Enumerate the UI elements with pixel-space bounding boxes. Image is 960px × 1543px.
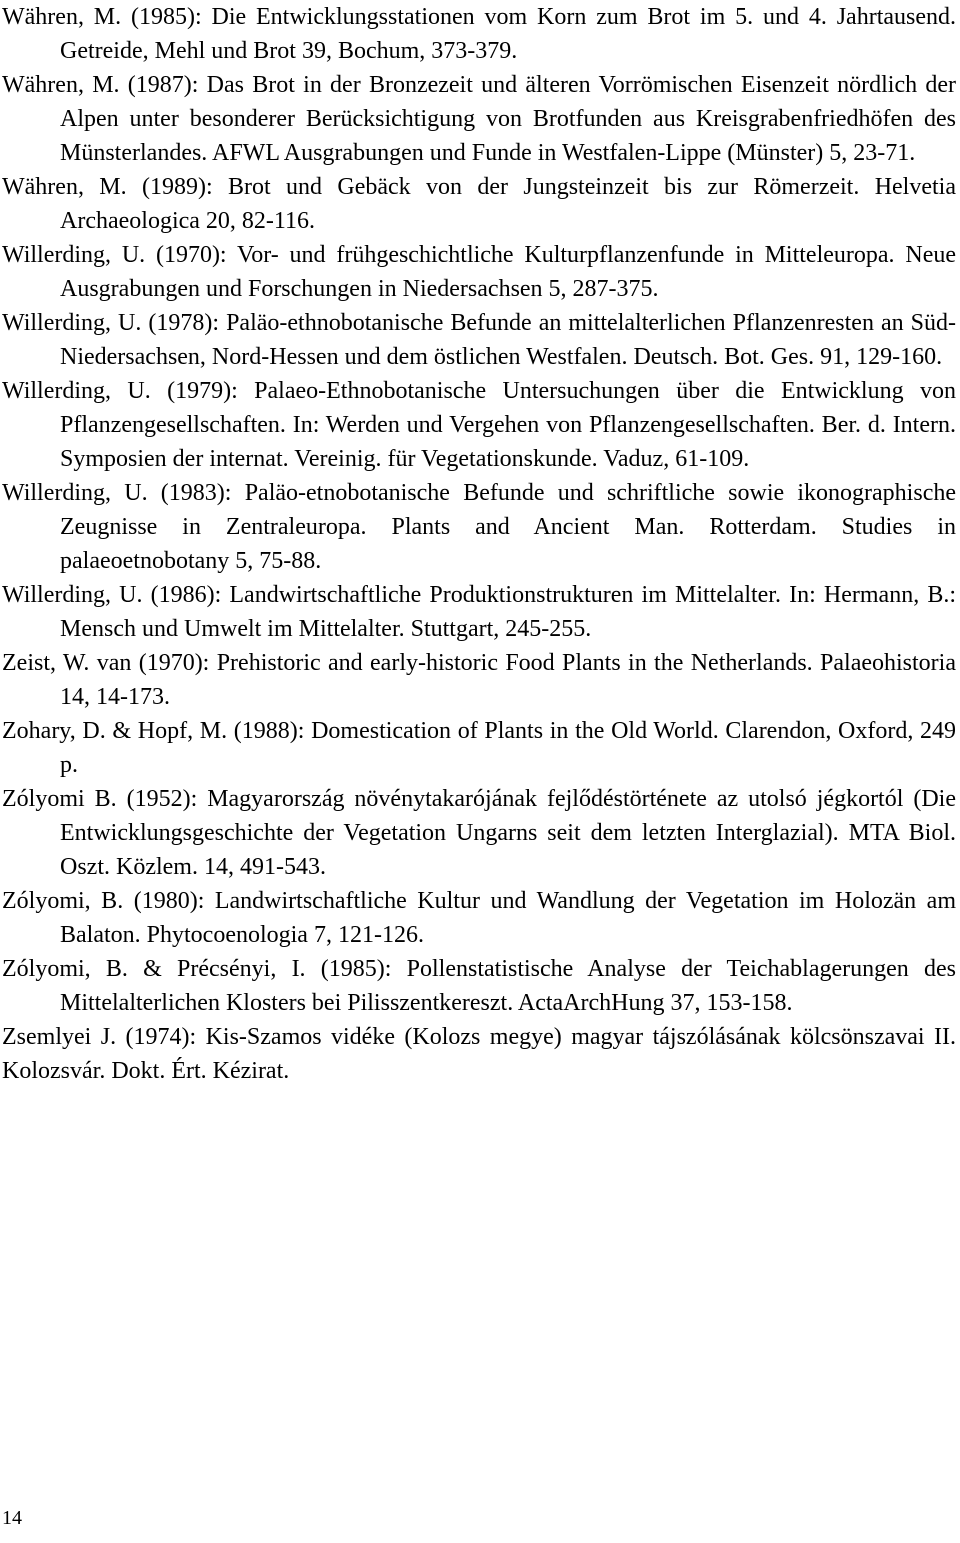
reference-entry: Willerding, U. (1978): Paläo-ethnobotanische Befunde an mittelalterlichen Pflanzenresten an Süd-Niedersachsen, Nord-Hessen und dem östlichen Westfalen. Deutsch. Bot. Ges. 91, 129-160.: [2, 310, 956, 370]
reference-entry: Zólyomi, B. & Précsényi, I. (1985): Pollenstatistische Analyse der Teichablagerungen des Mittelalterlichen Klosters bei Pilisszentkereszt. ActaArchHung 37, 153-158.: [2, 956, 956, 1016]
reference-entry: Willerding, U. (1983): Paläo-etnobotanische Befunde und schriftliche sowie ikonographische Zeugnisse in Zentraleuropa. Plants and Ancient Man. Rotterdam. Studies in palaeoetnobotany 5, 75-88.: [2, 480, 956, 574]
reference-entry: Währen, M. (1985): Die Entwicklungsstationen vom Korn zum Brot im 5. und 4. Jahrtausend. Getreide, Mehl und Brot 39, Bochum, 373-379.: [2, 4, 956, 64]
reference-entry: Währen, M. (1987): Das Brot in der Bronzezeit und älteren Vorrömischen Eisenzeit nördlich der Alpen unter besonderer Berücksichtigung von Brotfunden aus Kreisgrabenfriedhöfen des Münsterlandes. AFWL Ausgrabungen und Funde in Westfalen-Lippe (Münster) 5, 23-71.: [2, 72, 956, 166]
reference-entry: Zsemlyei J. (1974): Kis-Szamos vidéke (Kolozs megye) magyar tájszólásának kölcsönszavai II. Kolozsvár. Dokt. Ért. Kézirat.: [2, 1024, 956, 1084]
reference-entry: Zohary, D. & Hopf, M. (1988): Domestication of Plants in the Old World. Clarendon, Oxford, 249 p.: [2, 718, 956, 778]
reference-entry: Zólyomi, B. (1980): Landwirtschaftliche Kultur und Wandlung der Vegetation im Holozän am Balaton. Phytocoenologia 7, 121-126.: [2, 888, 956, 948]
reference-entry: Zólyomi B. (1952): Magyarország növénytakarójának fejlődéstörténete az utolsó jégkortól (Die Entwicklungsgeschichte der Vegetation Ungarns seit dem letzten Interglazial). MTA Biol. Oszt. Közlem. 14, 491-543.: [2, 786, 956, 880]
reference-entry: Willerding, U. (1986): Landwirtschaftliche Produktionstrukturen im Mittelalter. In: Hermann, B.: Mensch und Umwelt im Mittelalter. Stuttgart, 245-255.: [2, 582, 956, 642]
page-number: 14: [2, 1507, 22, 1529]
reference-entry: Zeist, W. van (1970): Prehistoric and early-historic Food Plants in the Netherlands. Palaeohistoria 14, 14-173.: [2, 650, 956, 710]
reference-list: [2, 0, 956, 1088]
reference-entry: Währen, M. (1989): Brot und Gebäck von der Jungsteinzeit bis zur Römerzeit. Helvetia Archaeologica 20, 82-116.: [2, 174, 956, 234]
reference-entry: Willerding, U. (1970): Vor- und frühgeschichtliche Kulturpflanzenfunde in Mitteleuropa. Neue Ausgrabungen und Forschungen in Niedersachsen 5, 287-375.: [2, 242, 956, 302]
reference-entry: Willerding, U. (1979): Palaeo-Ethnobotanische Untersuchungen über die Entwicklung von Pflanzengesellschaften. In: Werden und Vergehen von Pflanzengesellschaften. Ber. d. Intern. Symposien der internat. Vereinig. für Vegetationskunde. Vaduz, 61-109.: [2, 378, 956, 472]
